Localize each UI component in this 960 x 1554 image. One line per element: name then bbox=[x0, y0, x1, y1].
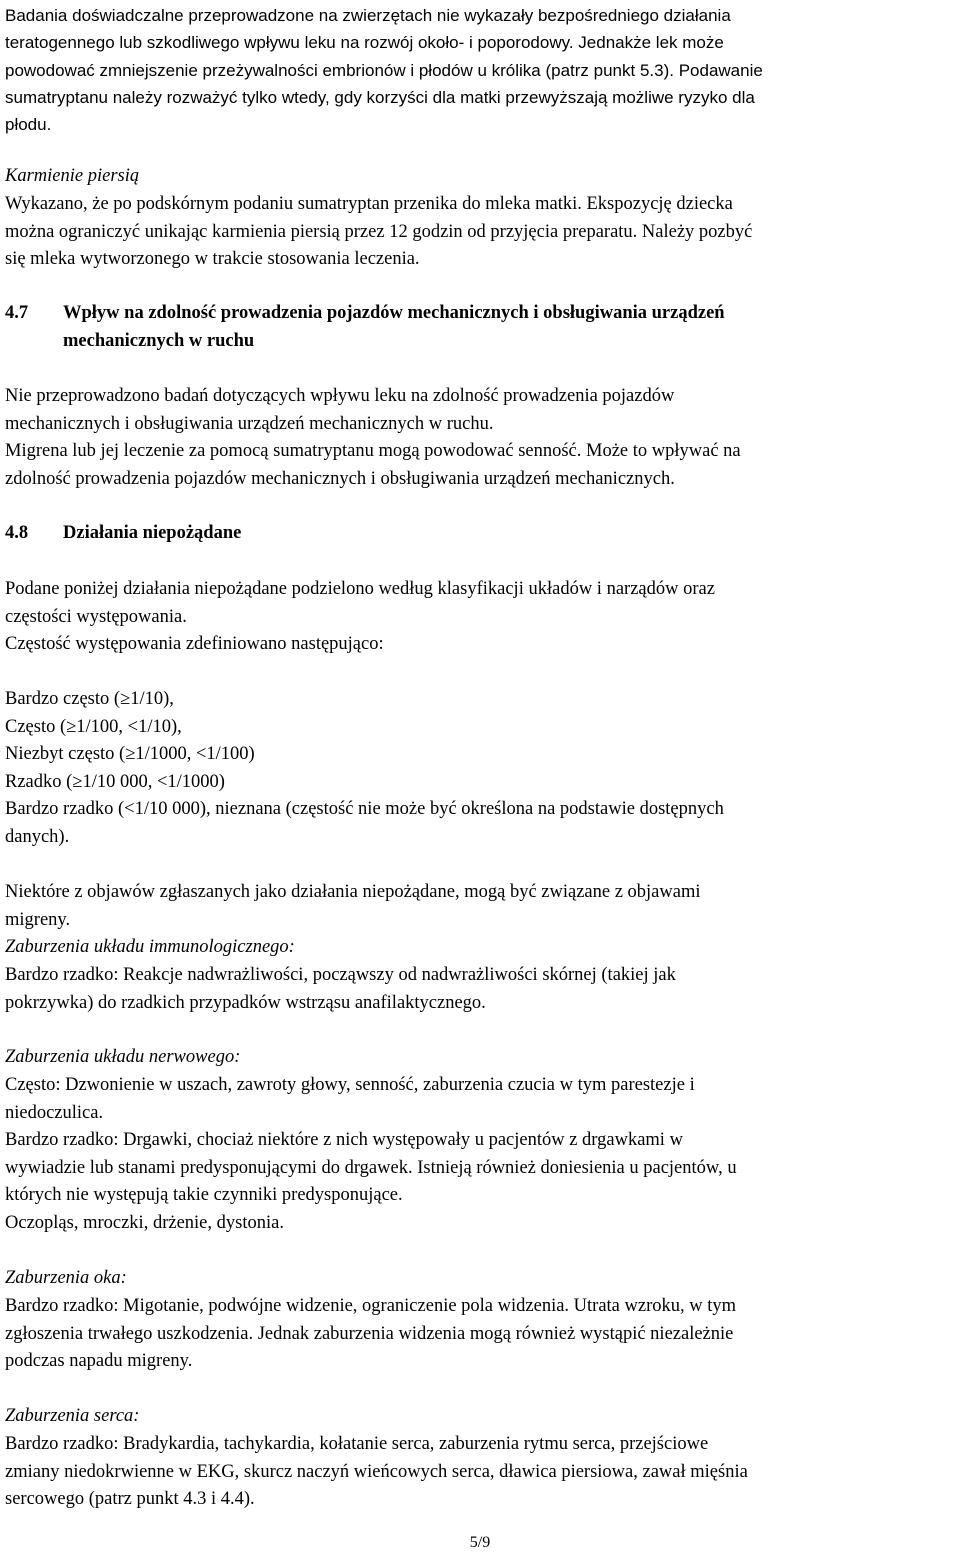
text-line: Niektóre z objawów zgłaszanych jako działania niepożądane, mogą być związane z objawami bbox=[5, 882, 701, 902]
adverse-intro-paragraph bbox=[5, 576, 935, 659]
text-line: sumatryptanu należy rozważyć tylko wtedy, gdy korzyści dla matki przewyższają możliwe ryzyko dla bbox=[5, 87, 755, 107]
text-line: Podane poniżej działania niepożądane podzielono według klasyfikacji układów i narządów oraz bbox=[5, 579, 715, 599]
section-4-8-heading bbox=[5, 520, 935, 548]
immune-heading: Zaburzenia układu immunologicznego: bbox=[5, 937, 295, 957]
eye-heading: Zaburzenia oka: bbox=[5, 1268, 127, 1288]
pregnancy-paragraph bbox=[5, 2, 935, 138]
heart-paragraph bbox=[5, 1431, 935, 1514]
text-line: Często: Dzwonienie w uszach, zawroty głowy, senność, zaburzenia czucia w tym parestezje i bbox=[5, 1075, 695, 1095]
text-line: wywiadzie lub stanami predysponującymi do drgawek. Istnieją również doniesienia u pacjentów, u bbox=[5, 1157, 737, 1178]
text-line: Nie przeprowadzono badań dotyczących wpływu leku na zdolność prowadzenia pojazdów bbox=[5, 386, 675, 406]
text-line: Częstość występowania zdefiniowano następująco: bbox=[5, 634, 384, 654]
nervous-heading: Zaburzenia układu nerwowego: bbox=[5, 1047, 241, 1067]
text-line: Bardzo rzadko: Drgawki, chociaż niektóre z nich występowały u pacjentów z drgawkami w bbox=[5, 1130, 683, 1150]
frequency-line: Bardzo rzadko (<1/10 000), nieznana (częstość nie może być określona na podstawie dostępnych bbox=[5, 799, 724, 819]
text-line: płodu. bbox=[5, 115, 52, 135]
section-number: 4.7 bbox=[5, 303, 29, 323]
text-line: Bardzo rzadko: Migotanie, podwójne widzenie, ograniczenie pola widzenia. Utrata wzroku, w tym bbox=[5, 1296, 737, 1316]
text-line: zdolność prowadzenia pojazdów mechanicznych i obsługiwania urządzeń mechanicznych. bbox=[5, 468, 675, 489]
text-line: Wykazano, że po podskórnym podaniu sumatryptan przenika do mleka matki. Ekspozycję dziecka bbox=[5, 194, 733, 214]
text-line: Bardzo rzadko: Bradykardia, tachykardia, kołatanie serca, zaburzenia rytmu serca, przejściowe bbox=[5, 1434, 709, 1454]
immune-paragraph bbox=[5, 962, 935, 1017]
section-4-7-heading bbox=[5, 300, 935, 355]
text-line: sercowego (patrz punkt 4.3 i 4.4). bbox=[5, 1489, 255, 1509]
text-line: Migrena lub jej leczenie za pomocą sumatryptanu mogą powodować senność. Może to wpływać na bbox=[5, 441, 741, 461]
text-line: częstości występowania. bbox=[5, 606, 187, 627]
driving-paragraph bbox=[5, 383, 935, 493]
page-number: 5/9 bbox=[469, 1534, 491, 1551]
text-line: których nie występują takie czynniki predysponujące. bbox=[5, 1185, 403, 1205]
text-line: zmiany niedokrwienne w EKG, skurcz naczyń wieńcowych serca, dławica piersiowa, zawał mięśnia bbox=[5, 1461, 748, 1482]
frequency-line: Często (≥1/100, <1/10), bbox=[5, 716, 182, 737]
text-line: powodować zmniejszenie przeżywalności embrionów i płodów u królika (patrz punkt 5.3). Podawanie bbox=[5, 60, 763, 80]
text-line: pokrzywka) do rzadkich przypadków wstrząsu anafilaktycznego. bbox=[5, 992, 486, 1013]
section-number: 4.8 bbox=[5, 523, 29, 543]
frequency-line: Bardzo często (≥1/10), bbox=[5, 689, 174, 709]
breastfeeding-paragraph bbox=[5, 191, 935, 274]
text-line: Badania doświadczalne przeprowadzone na zwierzętach nie wykazały bezpośredniego działania bbox=[5, 6, 731, 25]
breastfeeding-heading: Karmienie piersią bbox=[5, 166, 140, 186]
text-line: teratogennego lub szkodliwego wpływu leku na rozwój około- i poporodowy. Jednakże lek może bbox=[5, 33, 724, 53]
text-line: Oczopląs, mroczki, drżenie, dystonia. bbox=[5, 1212, 284, 1233]
heart-heading: Zaburzenia serca: bbox=[5, 1406, 140, 1426]
text-line: zgłoszenia trwałego uszkodzenia. Jednak zaburzenia widzenia mogą również wystąpić niezależnie bbox=[5, 1323, 734, 1344]
eye-paragraph bbox=[5, 1293, 935, 1376]
text-line: można ograniczyć unikając karmienia piersią przez 12 godzin od przyjęcia preparatu. Należy pozbyć bbox=[5, 221, 753, 242]
frequency-line: Rzadko (≥1/10 000, <1/1000) bbox=[5, 771, 225, 792]
migraine-paragraph bbox=[5, 879, 935, 934]
frequency-line: danych). bbox=[5, 826, 70, 847]
text-line: mechanicznych i obsługiwania urządzeń mechanicznych w ruchu. bbox=[5, 413, 494, 434]
frequency-definitions bbox=[5, 686, 935, 851]
nervous-paragraph bbox=[5, 1072, 935, 1237]
section-title: Działania niepożądane bbox=[63, 523, 242, 543]
section-title: Wpływ na zdolność prowadzenia pojazdów mechanicznych i obsługiwania urządzeń mechanicznych w ruchu bbox=[63, 303, 725, 351]
text-line: migreny. bbox=[5, 909, 71, 930]
text-line: się mleka wytworzonego w trakcie stosowania leczenia. bbox=[5, 249, 420, 269]
text-line: niedoczulica. bbox=[5, 1102, 104, 1123]
text-line: Bardzo rzadko: Reakcje nadwrażliwości, począwszy od nadwrażliwości skórnej (takiej jak bbox=[5, 965, 676, 985]
frequency-line: Niezbyt często (≥1/1000, <1/100) bbox=[5, 744, 255, 764]
text-line: podczas napadu migreny. bbox=[5, 1351, 193, 1371]
